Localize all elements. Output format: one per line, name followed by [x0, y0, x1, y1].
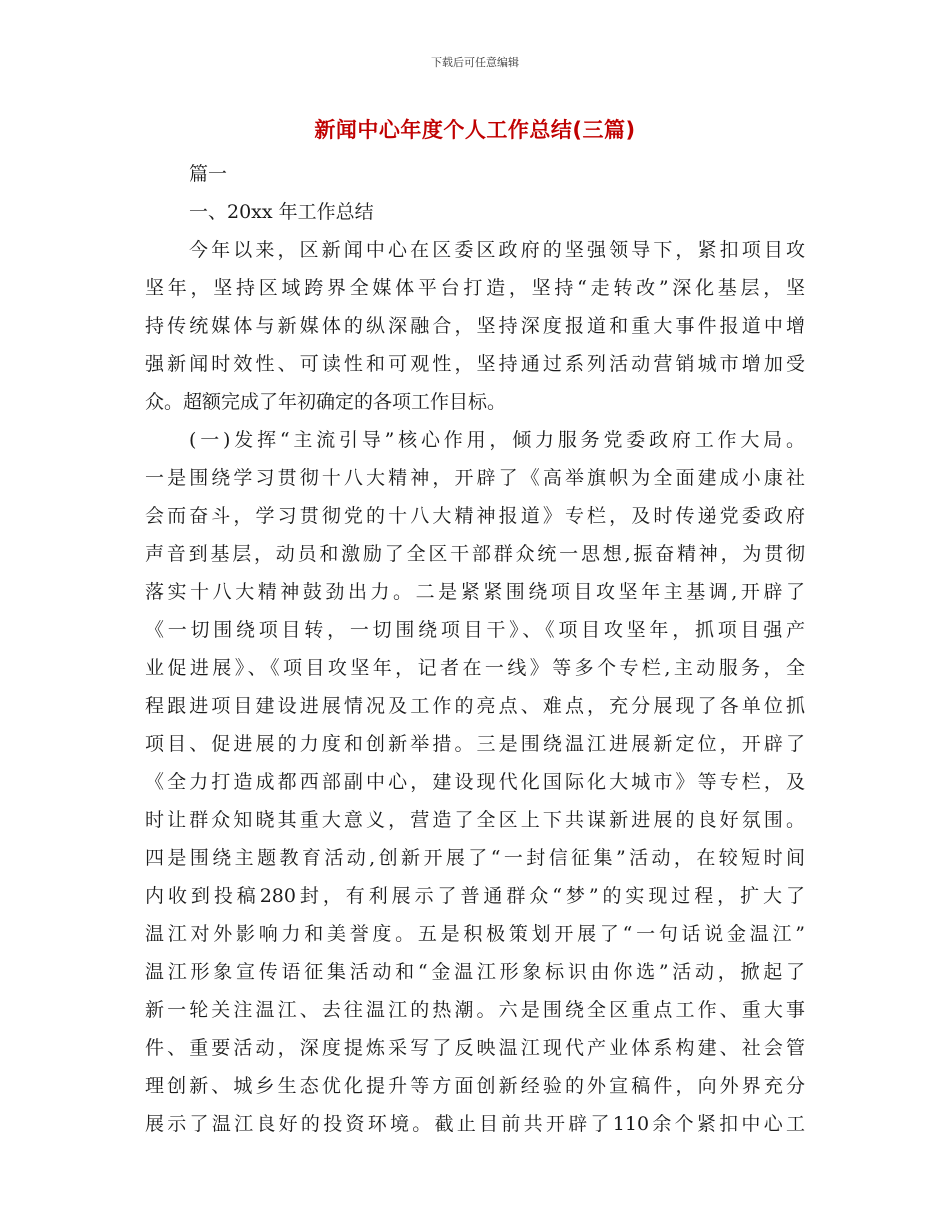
body-line: 《全力打造成都西部副中心，建设现代化国际化大城市》等专栏，及	[145, 771, 805, 793]
body-line: 《一切围绕项目转，一切围绕项目干》、《项目攻坚年，抓项目强产	[145, 619, 805, 641]
body-line: 强新闻时效性、可读性和可观性，坚持通过系列活动营销城市增加受	[145, 353, 805, 375]
document-body	[145, 155, 805, 1143]
body-line: 展示了温江良好的投资环境。截止目前共开辟了110余个紧扣中心工	[145, 1113, 805, 1135]
body-line: 时让群众知晓其重大意义，营造了全区上下共谋新进展的良好氛围。	[145, 809, 805, 831]
body-line: 落实十八大精神鼓劲出力。二是紧紧围绕项目攻坚年主基调,开辟了	[145, 581, 805, 603]
body-line: 一、20xx 年工作总结	[189, 201, 374, 223]
body-line: 新一轮关注温江、去往温江的热潮。六是围绕全区重点工作、重大事	[145, 999, 805, 1021]
body-line: (一)发挥“主流引导”核心作用，倾力服务党委政府工作大局。	[189, 429, 805, 451]
body-line: 持传统媒体与新媒体的纵深融合，坚持深度报道和重大事件报道中增	[145, 315, 805, 337]
body-line: 众。超额完成了年初确定的各项工作目标。	[145, 391, 507, 413]
body-line: 声音到基层，动员和激励了全区干部群众统一思想,振奋精神，为贯彻	[145, 543, 805, 565]
body-line: 篇一	[189, 163, 228, 185]
header-note: 下载后可任意编辑	[431, 56, 519, 69]
body-line: 件、重要活动，深度提炼采写了反映温江现代产业体系构建、社会管	[145, 1037, 805, 1059]
body-line: 程跟进项目建设进展情况及工作的亮点、难点，充分展现了各单位抓	[145, 695, 805, 717]
document-title: 新闻中心年度个人工作总结(三篇)	[314, 118, 636, 142]
body-line: 温江对外影响力和美誉度。五是积极策划开展了“一句话说金温江”	[145, 923, 805, 945]
body-line: 项目、促进展的力度和创新举措。三是围绕温江进展新定位，开辟了	[145, 733, 805, 755]
body-line: 内收到投稿280封，有利展示了普通群众“梦”的实现过程，扩大了	[145, 885, 805, 907]
body-line: 坚年，坚持区域跨界全媒体平台打造，坚持“走转改”深化基层，坚	[145, 277, 805, 299]
body-line: 四是围绕主题教育活动,创新开展了“一封信征集”活动，在较短时间	[145, 847, 805, 869]
body-line: 业促进展》、《项目攻坚年，记者在一线》等多个专栏,主动服务，全	[145, 657, 805, 679]
body-line: 今年以来，区新闻中心在区委区政府的坚强领导下，紧扣项目攻	[189, 239, 805, 261]
body-line: 一是围绕学习贯彻十八大精神，开辟了《高举旗帜为全面建成小康社	[145, 467, 805, 489]
body-line: 会而奋斗，学习贯彻党的十八大精神报道》专栏，及时传递党委政府	[145, 505, 805, 527]
body-line: 理创新、城乡生态优化提升等方面创新经验的外宣稿件，向外界充分	[145, 1075, 805, 1097]
body-line: 温江形象宣传语征集活动和“金温江形象标识由你选”活动，掀起了	[145, 961, 805, 983]
